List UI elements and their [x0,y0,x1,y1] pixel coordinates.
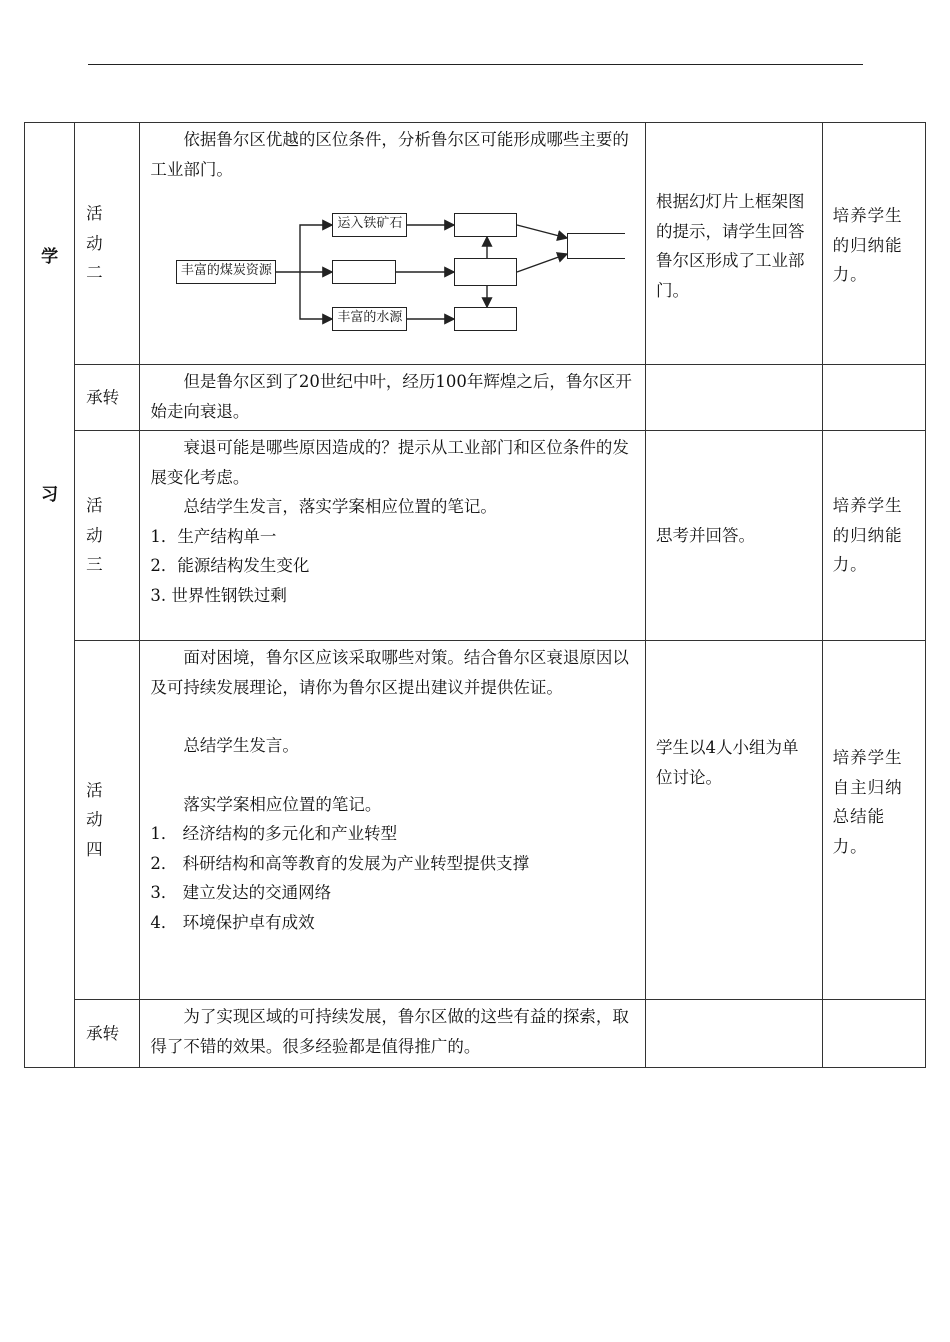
student-activity: 根据幻灯片上框架图的提示，请学生回答鲁尔区形成了工业部门。 [646,123,823,365]
activity-label: 活 动 三 [75,431,140,641]
teacher-activity: 依据鲁尔区优越的区位条件，分析鲁尔区可能形成哪些主要的工业部门。 丰富的煤炭资源 运入铁矿石 丰富的水源 [140,123,646,365]
teacher-activity: 为了实现区域的可持续发展，鲁尔区做的这些有益的探索，取得了不错的效果。很多经验都是值得推广的。 [140,1000,646,1068]
branch-box-iron: 运入铁矿石 [332,213,407,237]
design-intent [822,1000,925,1068]
table-row-transition-2 [25,1000,926,1068]
branch-box-water: 丰富的水源 [332,307,407,331]
teacher-activity: 面对困境，鲁尔区应该采取哪些对策。结合鲁尔区衰退原因以及可持续发展理论，请你为鲁尔区提出建议并提供佐证。 总结学生发言。 落实学案相应位置的笔记。 1． 经济结构的多元化和产业转型 2． 科研结构和高等教育的发展为产业转型提供支撑 3． 建立发达的交通网络 4． 环境保护卓有成效 [140,641,646,1000]
table-row-activity-3 [25,431,926,641]
teacher-activity: 衰退可能是哪些原因造成的？提示从工业部门和区位条件的发展变化考虑。 总结学生发言，落实学案相应位置的笔记。 1．生产结构单一 2．能源结构发生变化 3. 世界性钢铁过剩 [140,431,646,641]
industry-box-result [567,233,625,259]
student-activity: 思考并回答。 [646,431,823,641]
note-item: 2．能源结构发生变化 [150,556,310,575]
activity-label: 活 动 二 [75,123,140,365]
design-intent [822,365,925,431]
student-activity [646,365,823,431]
activity-label: 承转 [75,1000,140,1068]
note-item: 1． 经济结构的多元化和产业转型 [150,824,398,843]
stage-char-2: 习 [41,485,59,505]
industry-flow-diagram [150,194,620,359]
source-box: 丰富的煤炭资源 [176,260,276,284]
student-activity: 学生以4人小组为单位讨论。 [646,641,823,1000]
table-row-transition-1 [25,365,926,431]
industry-box-1 [454,213,517,237]
stage-char-1: 学 [41,247,59,267]
stage-cell [25,123,75,1068]
note-item: 3． 建立发达的交通网络 [150,883,332,902]
table-row-activity-4 [25,641,926,1000]
note-item: 2． 科研结构和高等教育的发展为产业转型提供支撑 [150,853,530,873]
activity-label: 承转 [75,365,140,431]
industry-box-2 [454,258,517,286]
design-intent: 培养学生的归纳能力。 [822,431,925,641]
note-item: 1．生产结构单一 [150,526,277,546]
table-row-activity-2 [25,123,926,365]
industry-box-3 [454,307,517,331]
header-rule [88,64,863,65]
activity-label: 活 动 四 [75,641,140,1000]
note-item: 4． 环境保护卓有成效 [150,912,315,932]
design-intent: 培养学生自主归纳总结能力。 [822,641,925,1000]
branch-box-blank [332,260,396,284]
design-intent: 培养学生的归纳能力。 [822,123,925,365]
lesson-plan-table [24,122,926,1068]
student-activity [646,1000,823,1068]
teacher-activity: 但是鲁尔区到了20世纪中叶，经历100年辉煌之后，鲁尔区开始走向衰退。 [140,365,646,431]
note-item: 3. 世界性钢铁过剩 [150,585,287,605]
